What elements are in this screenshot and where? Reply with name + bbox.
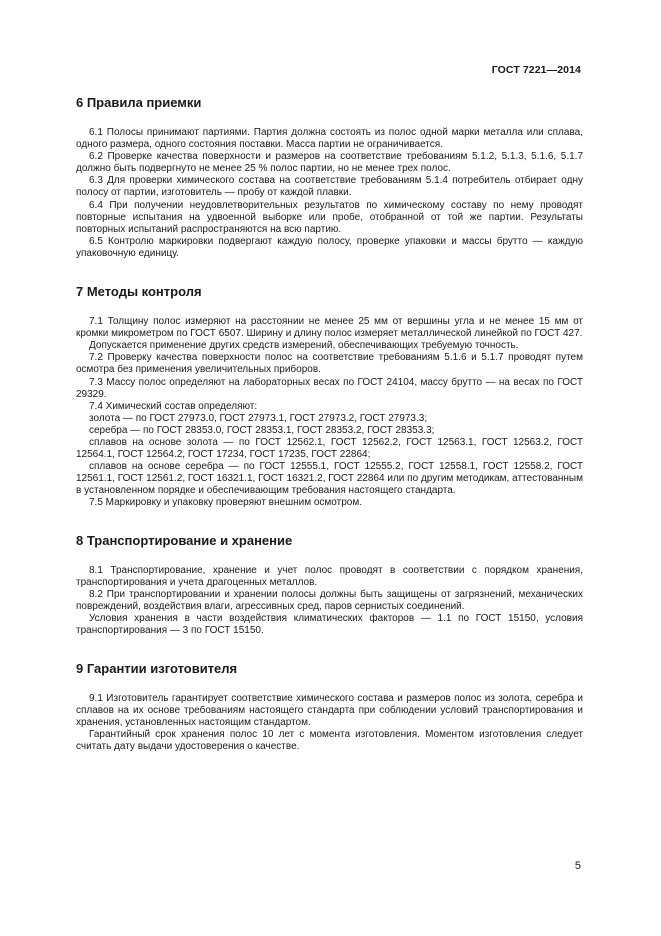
page-number: 5 [574, 860, 581, 872]
paragraph: сплавов на основе серебра — по ГОСТ 12555.1, ГОСТ 12555.2, ГОСТ 12558.1, ГОСТ 12558.2, ГОСТ 12561.1, ГОСТ 12561.2, ГОСТ 16321.1, ГОСТ 16321.2, ГОСТ 22864 или по другим методикам, аттестованным в установленном порядке и обеспечивающим требования настоящего стандарта. [76, 461, 583, 497]
section-title: 9 Гарантии изготовителя [76, 661, 238, 677]
paragraph: 6.1 Полосы принимают партиями. Партия должна состоять из полос одной марки металла или сплава, одного размера, одного состояния поставки. Масса партии не ограничивается. [76, 127, 583, 151]
paragraph: золота — по ГОСТ 27973.0, ГОСТ 27973.1, ГОСТ 27973.2, ГОСТ 27973.3; [89, 412, 428, 424]
paragraph: Допускается применение других средств измерений, обеспечивающих требуемую точность. [89, 340, 519, 352]
paragraph: сплавов на основе золота — по ГОСТ 12562.1, ГОСТ 12562.2, ГОСТ 12563.1, ГОСТ 12563.2, ГОСТ 12564.1, ГОСТ 12564.2, ГОСТ 17234, ГОСТ 17235, ГОСТ 22864; [76, 436, 583, 461]
paragraph: 9.1 Изготовитель гарантирует соответствие химического состава и размеров полос из золота, серебра и сплавов на их основе требованиям настоящего стандарта при соблюдении условий транспортирования и хранения, установленных настоящим стандартом. [76, 693, 583, 729]
paragraph: 7.3 Массу полос определяют на лабораторных весах по ГОСТ 24104, массу брутто — на весах по ГОСТ 29329. [76, 376, 583, 400]
paragraph: 8.1 Транспортирование, хранение и учет полос проводят в соответствии с порядком хранения, транспортирования и учета драгоценных металлов. [76, 564, 583, 588]
section-title: 6 Правила приемки [76, 95, 202, 110]
paragraph: 6.5 Контролю маркировки подвергают каждую полосу, проверке упаковки и массы брутто — каждую упаковочную единицу. [76, 235, 583, 259]
section-acceptance-rules [76, 95, 583, 260]
section-manufacturer-warranty [76, 661, 583, 753]
paragraph: 7.5 Маркировку и упаковку проверяют внешним осмотром. [89, 497, 362, 509]
document-body [76, 95, 583, 754]
paragraph: 7.1 Толщину полос измеряют на расстоянии не менее 25 мм от вершины угла и не менее 15 мм от кромки микрометром по ГОСТ 6507. Ширину и длину полос измеряет металлической линейкой по ГОСТ 427. [76, 316, 583, 340]
section-transport-storage [76, 533, 583, 638]
paragraph: Гарантийный срок хранения полос 10 лет с момента изготовления. Моментом изготовления следует считать дату выдачи удостоверения о качестве. [76, 729, 583, 753]
paragraph: 6.4 При получении неудовлетворительных результатов по химическому составу по нему проводят повторные испытания на удвоенной выборке или пробе, отобранной от той же партии. Результаты повторных испытаний распространяются на всю партию. [76, 199, 583, 235]
paragraph: 7.2 Проверку качества поверхности полос на соответствие требованиям 5.1.6 и 5.1.7 проводят путем осмотра без применения увеличительных приборов. [76, 352, 583, 376]
document-header: ГОСТ 7221—2014 [491, 64, 581, 76]
paragraph: 7.4 Химический состав определяют: [89, 400, 258, 412]
section-title: 8 Транспортирование и хранение [76, 532, 293, 548]
paragraph: 8.2 При транспортировании и хранении полосы должны быть защищены от загрязнений, механических повреждений, воздействия влаги, агрессивных сред, паров сернистых соединений. [76, 588, 583, 612]
paragraph: 6.3 Для проверки химического состава на соответствие требованиям 5.1.4 потребитель отбирает одну полосу от партии, изготовитель — пробу от каждой плавки. [76, 175, 583, 199]
paragraph: 6.2 Проверке качества поверхности и размеров на соответствие требованиям 5.1.2, 5.1.3, 5.1.6, 5.1.7 должно быть подвергнуто не менее 25 % полос партии, но не менее трех полос. [76, 151, 583, 175]
paragraph: серебра — по ГОСТ 28353.0, ГОСТ 28353.1, ГОСТ 28353.2, ГОСТ 28353.3; [89, 424, 435, 436]
section-title: 7 Методы контроля [76, 284, 202, 300]
paragraph: Условия хранения в части воздействия климатических факторов — 1.1 по ГОСТ 15150, условия транспортирования — 3 по ГОСТ 15150. [76, 612, 583, 636]
section-control-methods [76, 284, 583, 510]
